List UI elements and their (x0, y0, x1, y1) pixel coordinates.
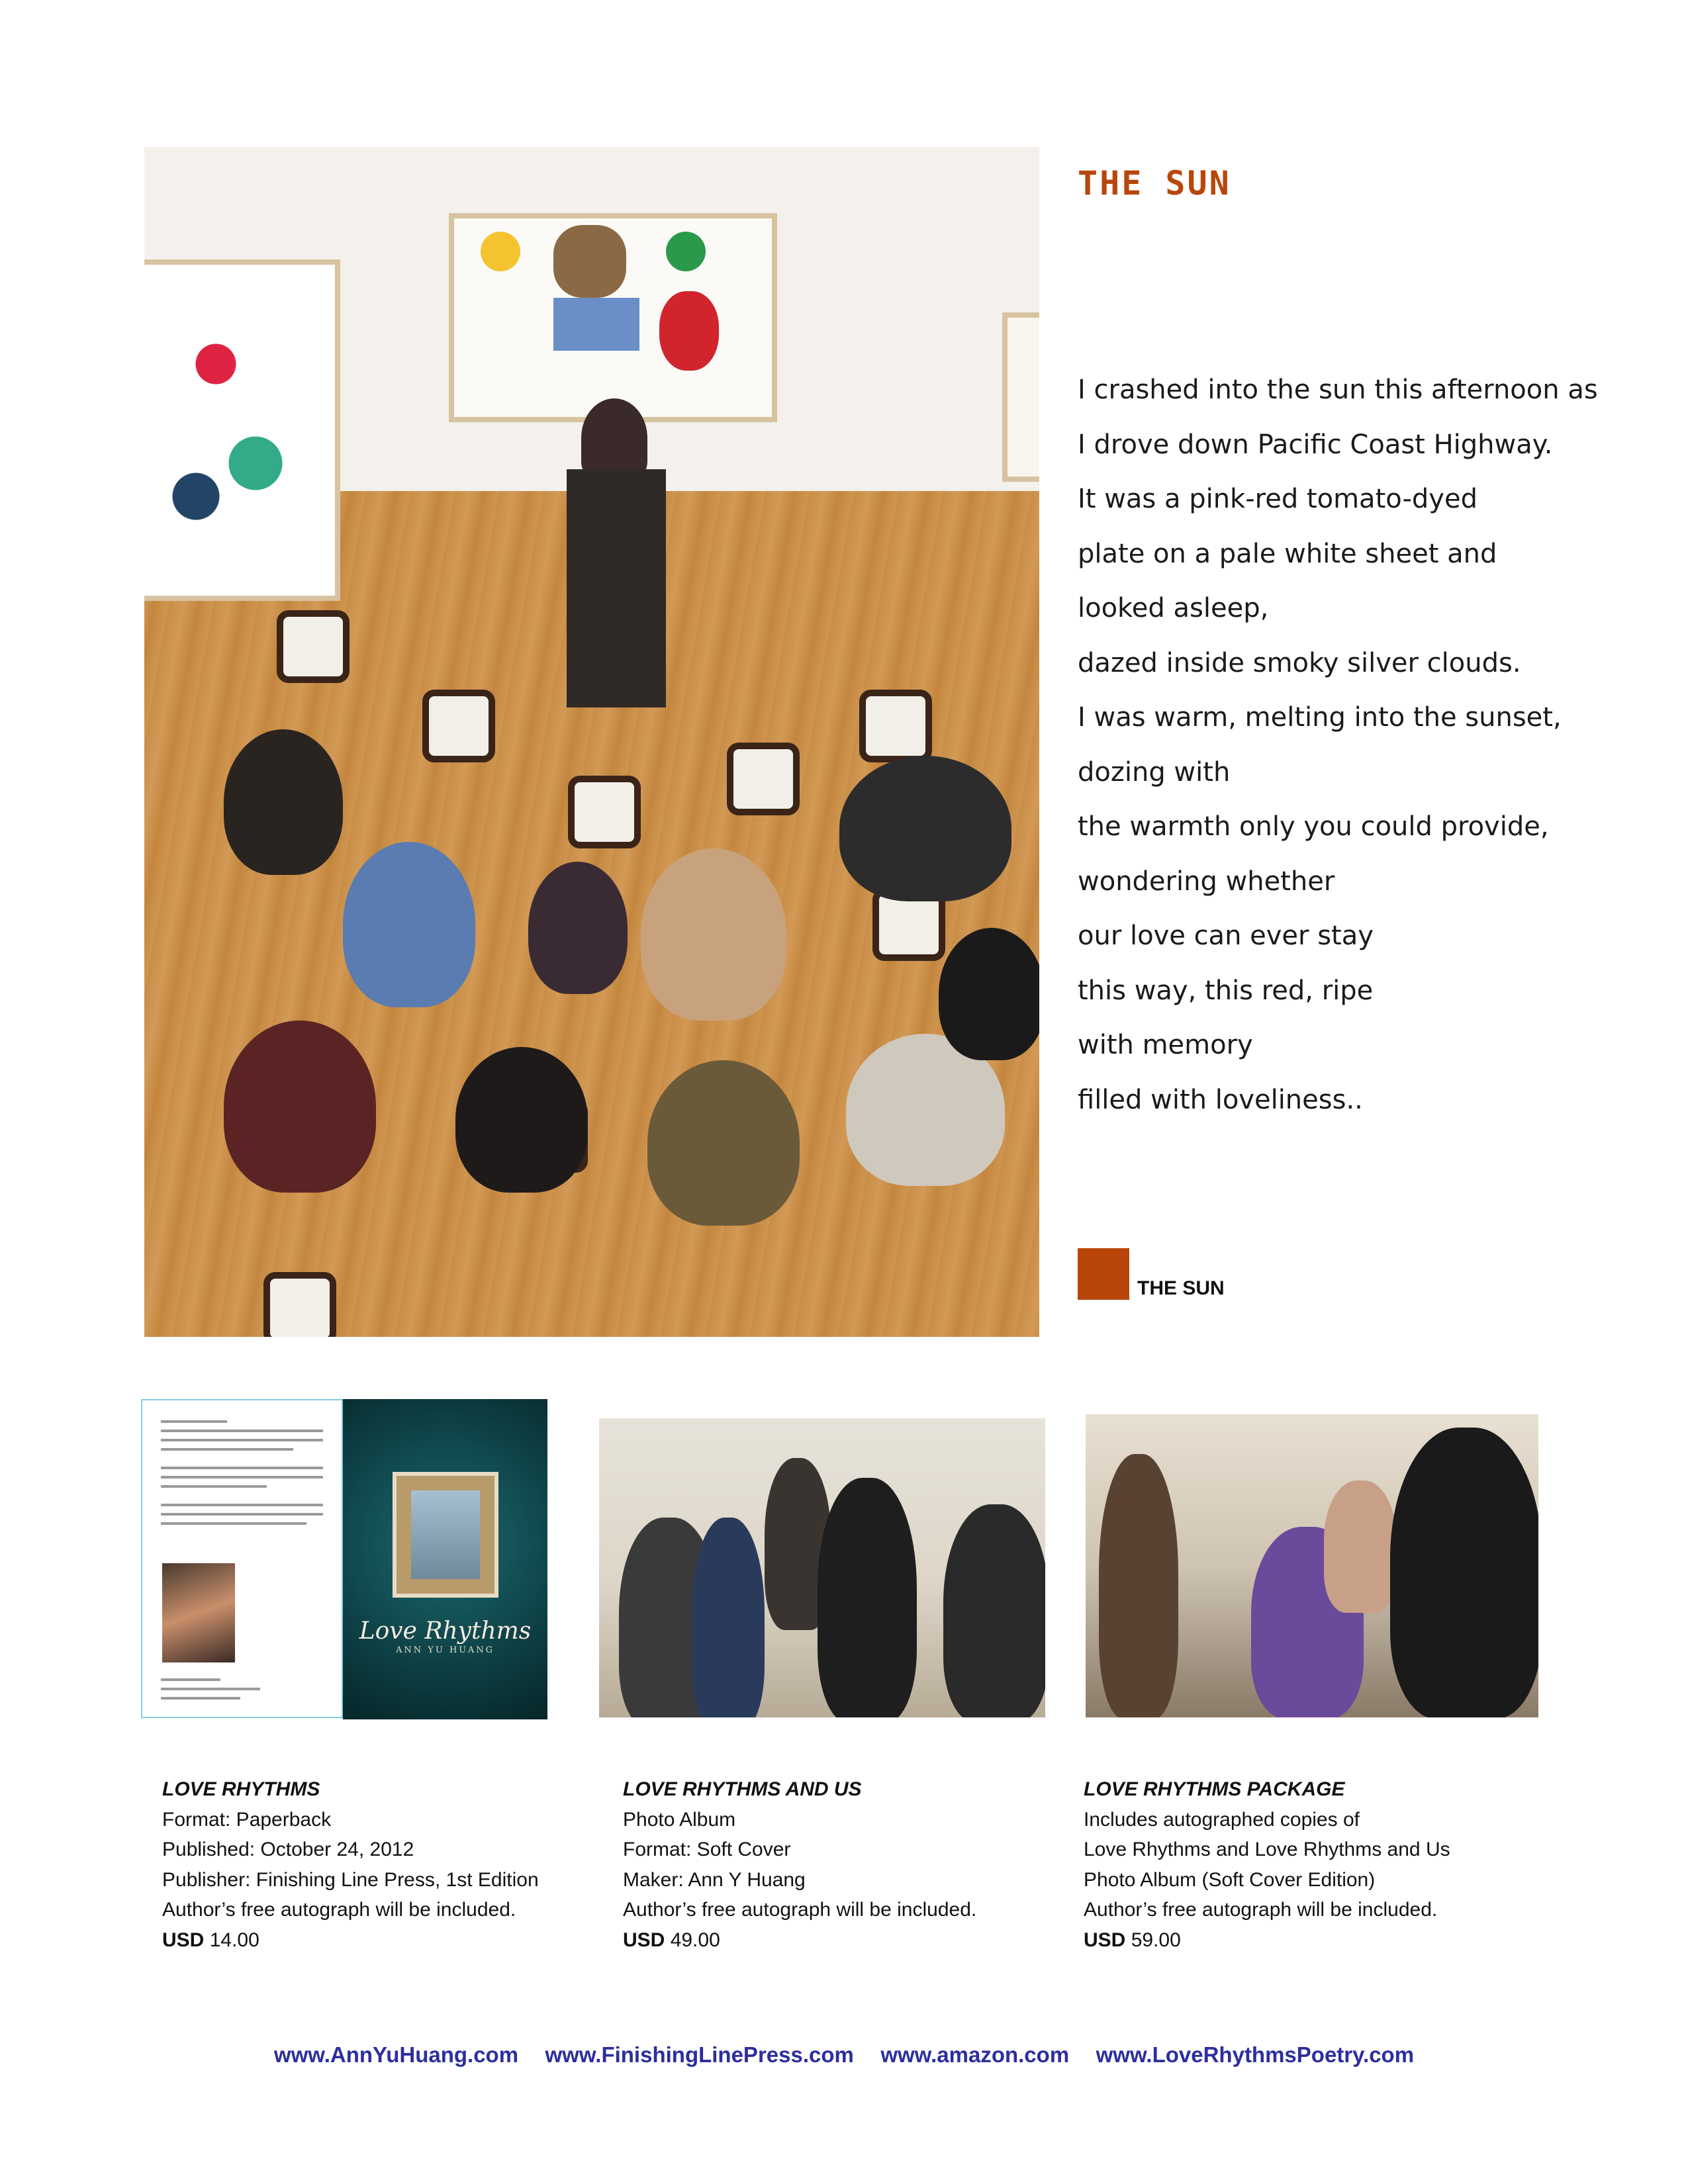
price-currency: USD (1084, 1929, 1126, 1951)
audience-member (343, 842, 475, 1007)
product-price (1084, 1925, 1507, 1956)
painting-shape (666, 232, 706, 271)
product-love-rhythms (162, 1774, 586, 1955)
text-line (161, 1420, 227, 1423)
poem-line: I crashed into the sun this afternoon as (1078, 375, 1598, 405)
poem-line: dazed inside smoky silver clouds. (1078, 647, 1521, 678)
poetry-reading-photo (144, 147, 1039, 1337)
book-cover-thumbnail (141, 1399, 547, 1719)
podium (567, 469, 666, 707)
chair (859, 690, 932, 762)
product-price (162, 1925, 586, 1956)
cover-frame-art (393, 1472, 498, 1598)
chair (568, 776, 641, 848)
poem-line: wondering whether (1078, 866, 1335, 897)
audience-member (647, 1060, 800, 1226)
footer-links (0, 2042, 1688, 2068)
audience-member (224, 729, 343, 875)
product-title: LOVE RHYTHMS (162, 1778, 320, 1800)
product-love-rhythms-and-us (623, 1774, 1047, 1955)
link-loverhythmspoetry[interactable]: www.LoveRhythmsPoetry.com (1096, 2042, 1415, 2067)
text-line (161, 1522, 306, 1525)
abstract-painting-left (144, 259, 340, 601)
book-cover-author: ANN YU HUANG (396, 1645, 494, 1655)
poem-line: I was warm, melting into the sunset, (1078, 702, 1562, 733)
text-line (161, 1448, 293, 1451)
text-line (161, 1467, 323, 1469)
book-front-cover (343, 1399, 547, 1719)
text-line (161, 1439, 323, 1441)
poem-line: I drove down Pacific Coast Highway. (1078, 429, 1553, 460)
text-line (161, 1697, 240, 1700)
book-cover-title: Love Rhythms (359, 1617, 532, 1645)
link-finishinglinepress[interactable]: www.FinishingLinePress.com (545, 2042, 854, 2067)
audience-member (528, 862, 628, 994)
product-detail: Format: Soft Cover (623, 1839, 791, 1860)
product-detail: Love Rhythms and Love Rhythms and Us (1084, 1839, 1450, 1860)
product-title: LOVE RHYTHMS PACKAGE (1084, 1778, 1345, 1800)
product-detail: Author’s free autograph will be included. (1084, 1899, 1438, 1921)
text-line (161, 1476, 323, 1479)
link-amazon[interactable]: www.amazon.com (880, 2042, 1070, 2067)
link-annyuhuang[interactable]: www.AnnYuHuang.com (273, 2042, 519, 2067)
product-detail: Maker: Ann Y Huang (623, 1868, 806, 1891)
poem-line: It was a pink-red tomato-dyed (1078, 484, 1477, 514)
product-detail: Author’s free autograph will be included. (623, 1899, 977, 1921)
product-detail: Publisher: Finishing Line Press, 1st Edition (162, 1868, 539, 1891)
chair-back (1099, 1454, 1178, 1717)
cover-window (411, 1490, 480, 1579)
guest-figure (943, 1504, 1045, 1717)
package-thumbnail (1086, 1414, 1538, 1717)
poem-title: THE SUN (1078, 164, 1231, 203)
author-photo (162, 1563, 235, 1662)
author-figure (818, 1478, 917, 1717)
product-detail: Published: October 24, 2012 (162, 1839, 414, 1860)
guest-figure (692, 1518, 765, 1717)
sun-square-marker (1078, 1248, 1129, 1300)
painting-right (1002, 312, 1039, 482)
price-value: 49.00 (670, 1929, 720, 1951)
poem-line: the warmth only you could provide, (1078, 811, 1549, 842)
guest-figure (1324, 1480, 1397, 1613)
text-line (161, 1504, 323, 1506)
text-line (161, 1513, 323, 1516)
product-detail: Includes autographed copies of (1084, 1808, 1360, 1831)
painting-shape (659, 291, 719, 371)
guest-figure (1390, 1428, 1538, 1717)
speaker-figure (581, 398, 647, 478)
audience-member (641, 848, 786, 1021)
poem-caption: THE SUN (1137, 1277, 1225, 1299)
audience-member (839, 756, 1011, 901)
poem-line: plate on a pale white sheet and (1078, 538, 1497, 569)
photo-album-thumbnail (599, 1418, 1045, 1717)
poem-line: looked asleep, (1078, 593, 1269, 623)
chair (422, 690, 495, 762)
poem-line: this way, this red, ripe (1078, 975, 1374, 1006)
poem-line: with memory (1078, 1030, 1253, 1060)
painting-shape (553, 225, 626, 298)
poem-body (1078, 363, 1673, 1127)
audience-member (939, 928, 1039, 1060)
chair (277, 610, 350, 683)
poem-line: dozing with (1078, 756, 1231, 788)
product-price (623, 1925, 1047, 1956)
chair (727, 743, 800, 815)
product-detail: Format: Paperback (162, 1808, 332, 1831)
price-value: 59.00 (1131, 1929, 1181, 1951)
chair (263, 1272, 336, 1337)
abstract-painting-center (449, 213, 777, 422)
text-line (161, 1485, 267, 1488)
text-line (161, 1678, 220, 1681)
text-line (161, 1430, 323, 1432)
price-currency: USD (162, 1929, 205, 1951)
product-detail: Author’s free autograph will be included. (162, 1899, 516, 1921)
price-currency: USD (623, 1929, 665, 1951)
painting-shape (481, 232, 520, 271)
poem-line: our love can ever stay (1078, 921, 1374, 951)
price-value: 14.00 (209, 1929, 259, 1951)
painting-shape (553, 298, 639, 351)
audience-member (455, 1047, 588, 1193)
audience-member (224, 1021, 376, 1193)
product-love-rhythms-package (1084, 1774, 1507, 1955)
product-title: LOVE RHYTHMS AND US (623, 1778, 862, 1800)
product-detail: Photo Album (Soft Cover Edition) (1084, 1868, 1376, 1891)
text-line (161, 1688, 260, 1690)
poem-line: filled with loveliness.. (1078, 1084, 1363, 1115)
book-back-cover (141, 1399, 343, 1718)
product-detail: Photo Album (623, 1808, 736, 1831)
